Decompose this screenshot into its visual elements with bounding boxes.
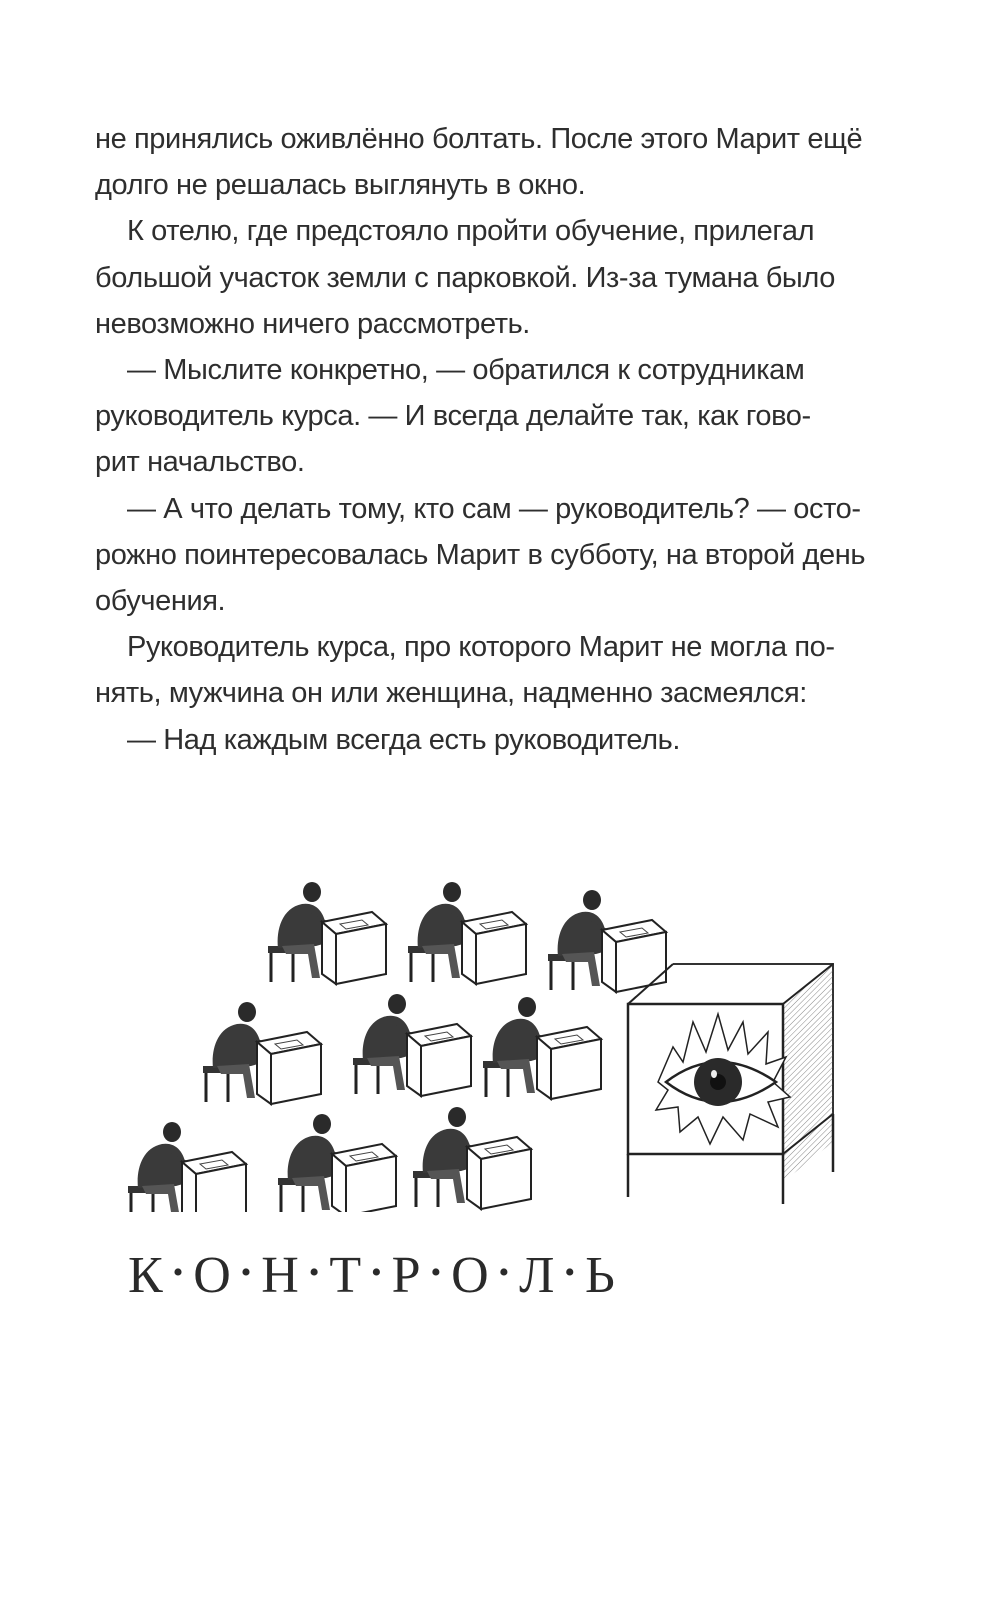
- text-line: Руководитель курса, про которого Марит не могла по-: [127, 631, 835, 664]
- body-text: [95, 116, 875, 763]
- caption-separator: •: [430, 1256, 442, 1289]
- caption-letter: К: [128, 1247, 163, 1304]
- text-line: не принялись оживлённо болтать. После этого Марит ещё: [95, 123, 863, 155]
- eye-box: [628, 964, 833, 1204]
- text-line: большой участок земли с парковкой. Из-за тумана было: [95, 261, 835, 294]
- illustration-caption: [128, 1246, 788, 1306]
- text-line: нять, мужчина он или женщина, надменно засмеялся:: [95, 677, 807, 710]
- text-line: долго не решалась выглянуть в окно.: [95, 169, 586, 202]
- caption-letter: Н: [261, 1247, 299, 1304]
- caption-letter: О: [451, 1247, 489, 1304]
- caption-letter: Ь: [584, 1247, 615, 1304]
- text-line: — А что делать тому, кто сам — руководитель? — осто-: [127, 492, 861, 525]
- text-line: обучения.: [95, 585, 226, 618]
- caption-letter: Т: [329, 1247, 362, 1304]
- caption-separator: •: [172, 1256, 184, 1289]
- text-line: руководитель курса. — И всегда делайте так, как гово-: [95, 400, 811, 433]
- caption-separator: •: [308, 1256, 320, 1289]
- caption-separator: •: [240, 1256, 252, 1289]
- text-line: невозможно ничего рассмотреть.: [95, 307, 530, 340]
- classroom-eye-illustration: [118, 882, 848, 1212]
- caption-separator: •: [371, 1256, 382, 1289]
- caption-separator: •: [498, 1256, 510, 1289]
- caption-separator: •: [564, 1256, 575, 1289]
- text-line: — Мыслите конкретно, — обратился к сотрудникам: [127, 354, 805, 387]
- caption-letter: О: [193, 1247, 231, 1304]
- text-line: К отелю, где предстояло пройти обучение, прилегал: [127, 215, 815, 248]
- caption-letter: Р: [391, 1247, 421, 1304]
- caption-letter: Л: [519, 1247, 555, 1304]
- text-line: рит начальство.: [95, 446, 305, 479]
- text-line: — Над каждым всегда есть руководитель.: [127, 723, 681, 756]
- text-line: рожно поинтересовалась Марит в субботу, на второй день: [95, 538, 866, 571]
